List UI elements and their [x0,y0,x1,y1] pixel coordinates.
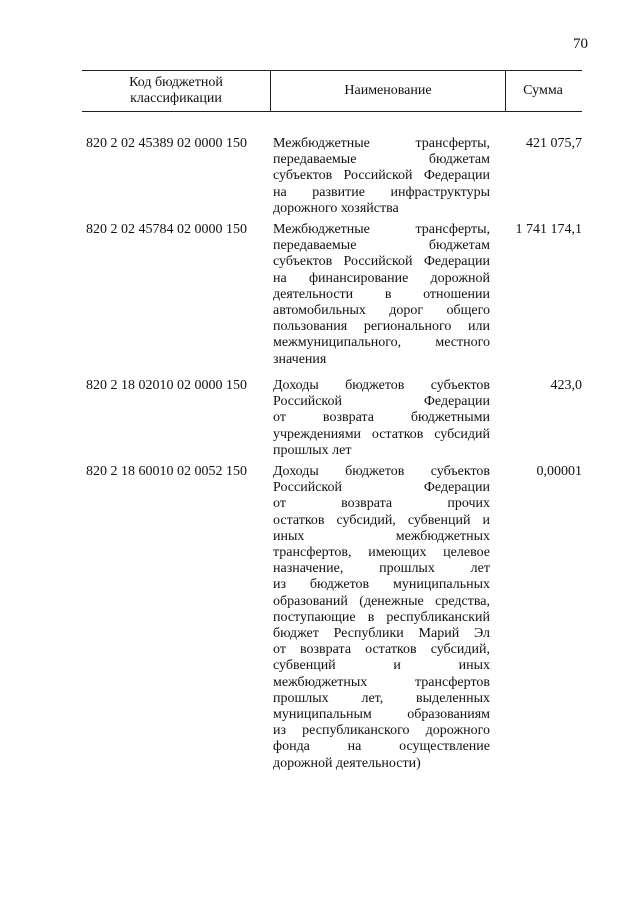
row-name-line: Межбюджетные трансферты, [273,222,490,237]
row-name-line: трансфертов, имеющих целевое [273,545,490,561]
header-code-line-2: классификации [130,91,222,106]
header-name: Наименование [270,71,506,111]
row-name-line: межмуниципального, местного [273,335,490,351]
row-name-line: Российской Федерации [273,480,490,496]
row-name-line: от возврата бюджетными [273,410,490,426]
row-sum: 423,0 [550,378,582,393]
row-name-line: дорожной деятельности) [273,755,421,771]
row-name-line: от возврата прочих [273,496,490,512]
row-name-line: образований (денежные средства, [273,593,490,609]
row-name-line: поступающие в республиканский [273,609,490,625]
row-name [273,136,490,217]
row-code: 820 2 18 60010 02 0052 150 [86,464,247,479]
row-name-line: субъектов Российской Федерации [273,168,490,184]
row-sum: 1 741 174,1 [515,222,582,237]
row-name-line: передаваемые бюджетам [273,152,490,168]
row-name-line: муниципальным образованиям [273,707,490,723]
row-name-line: автомобильных дорог общего [273,303,490,319]
row-name-line: фонда на осуществление [273,739,490,755]
row-name [273,378,490,459]
row-name-line: межбюджетных трансфертов [273,674,490,690]
row-name-line: остатков субсидий, субвенций и [273,512,490,528]
row-name-line: субвенций и иных [273,658,490,674]
row-code: 820 2 02 45784 02 0000 150 [86,222,247,237]
row-name-line: на развитие инфраструктуры [273,184,490,200]
row-sum: 0,00001 [536,464,582,479]
header-sum: Сумма [523,83,563,98]
row-name-line: пользования регионального или [273,319,490,335]
row-sum: 421 075,7 [526,136,582,151]
row-name-line: Доходы бюджетов субъектов [273,378,490,393]
row-name [273,464,490,772]
row-name-line: прошлых лет, выделенных [273,690,490,706]
row-name [273,222,490,368]
row-name-line: из бюджетов муниципальных [273,577,490,593]
row-name-line: от возврата остатков субсидий, [273,642,490,658]
row-name-line: прошлых лет [273,442,352,458]
row-name-line: дорожного хозяйства [273,200,399,216]
row-name-line: Доходы бюджетов субъектов [273,464,490,479]
row-code: 820 2 18 02010 02 0000 150 [86,378,247,393]
row-name-line: значения [273,351,327,367]
row-name-line: Российской Федерации [273,394,490,410]
row-code: 820 2 02 45389 02 0000 150 [86,136,247,151]
row-name-line: бюджет Республики Марий Эл [273,626,490,642]
row-name-line: Межбюджетные трансферты, [273,136,490,151]
row-name-line: назначение, прошлых лет [273,561,490,577]
row-name-line: деятельности в отношении [273,286,490,302]
row-name-line: учреждениями остатков субсидий [273,426,490,442]
row-name-line: иных межбюджетных [273,528,490,544]
row-name-line: передаваемые бюджетам [273,238,490,254]
page-number: 70 [573,36,588,52]
row-name-line: из республиканского дорожного [273,723,490,739]
row-name-line: субъектов Российской Федерации [273,254,490,270]
header-code-line-1: Код бюджетной [129,75,223,90]
row-name-line: на финансирование дорожной [273,270,490,286]
